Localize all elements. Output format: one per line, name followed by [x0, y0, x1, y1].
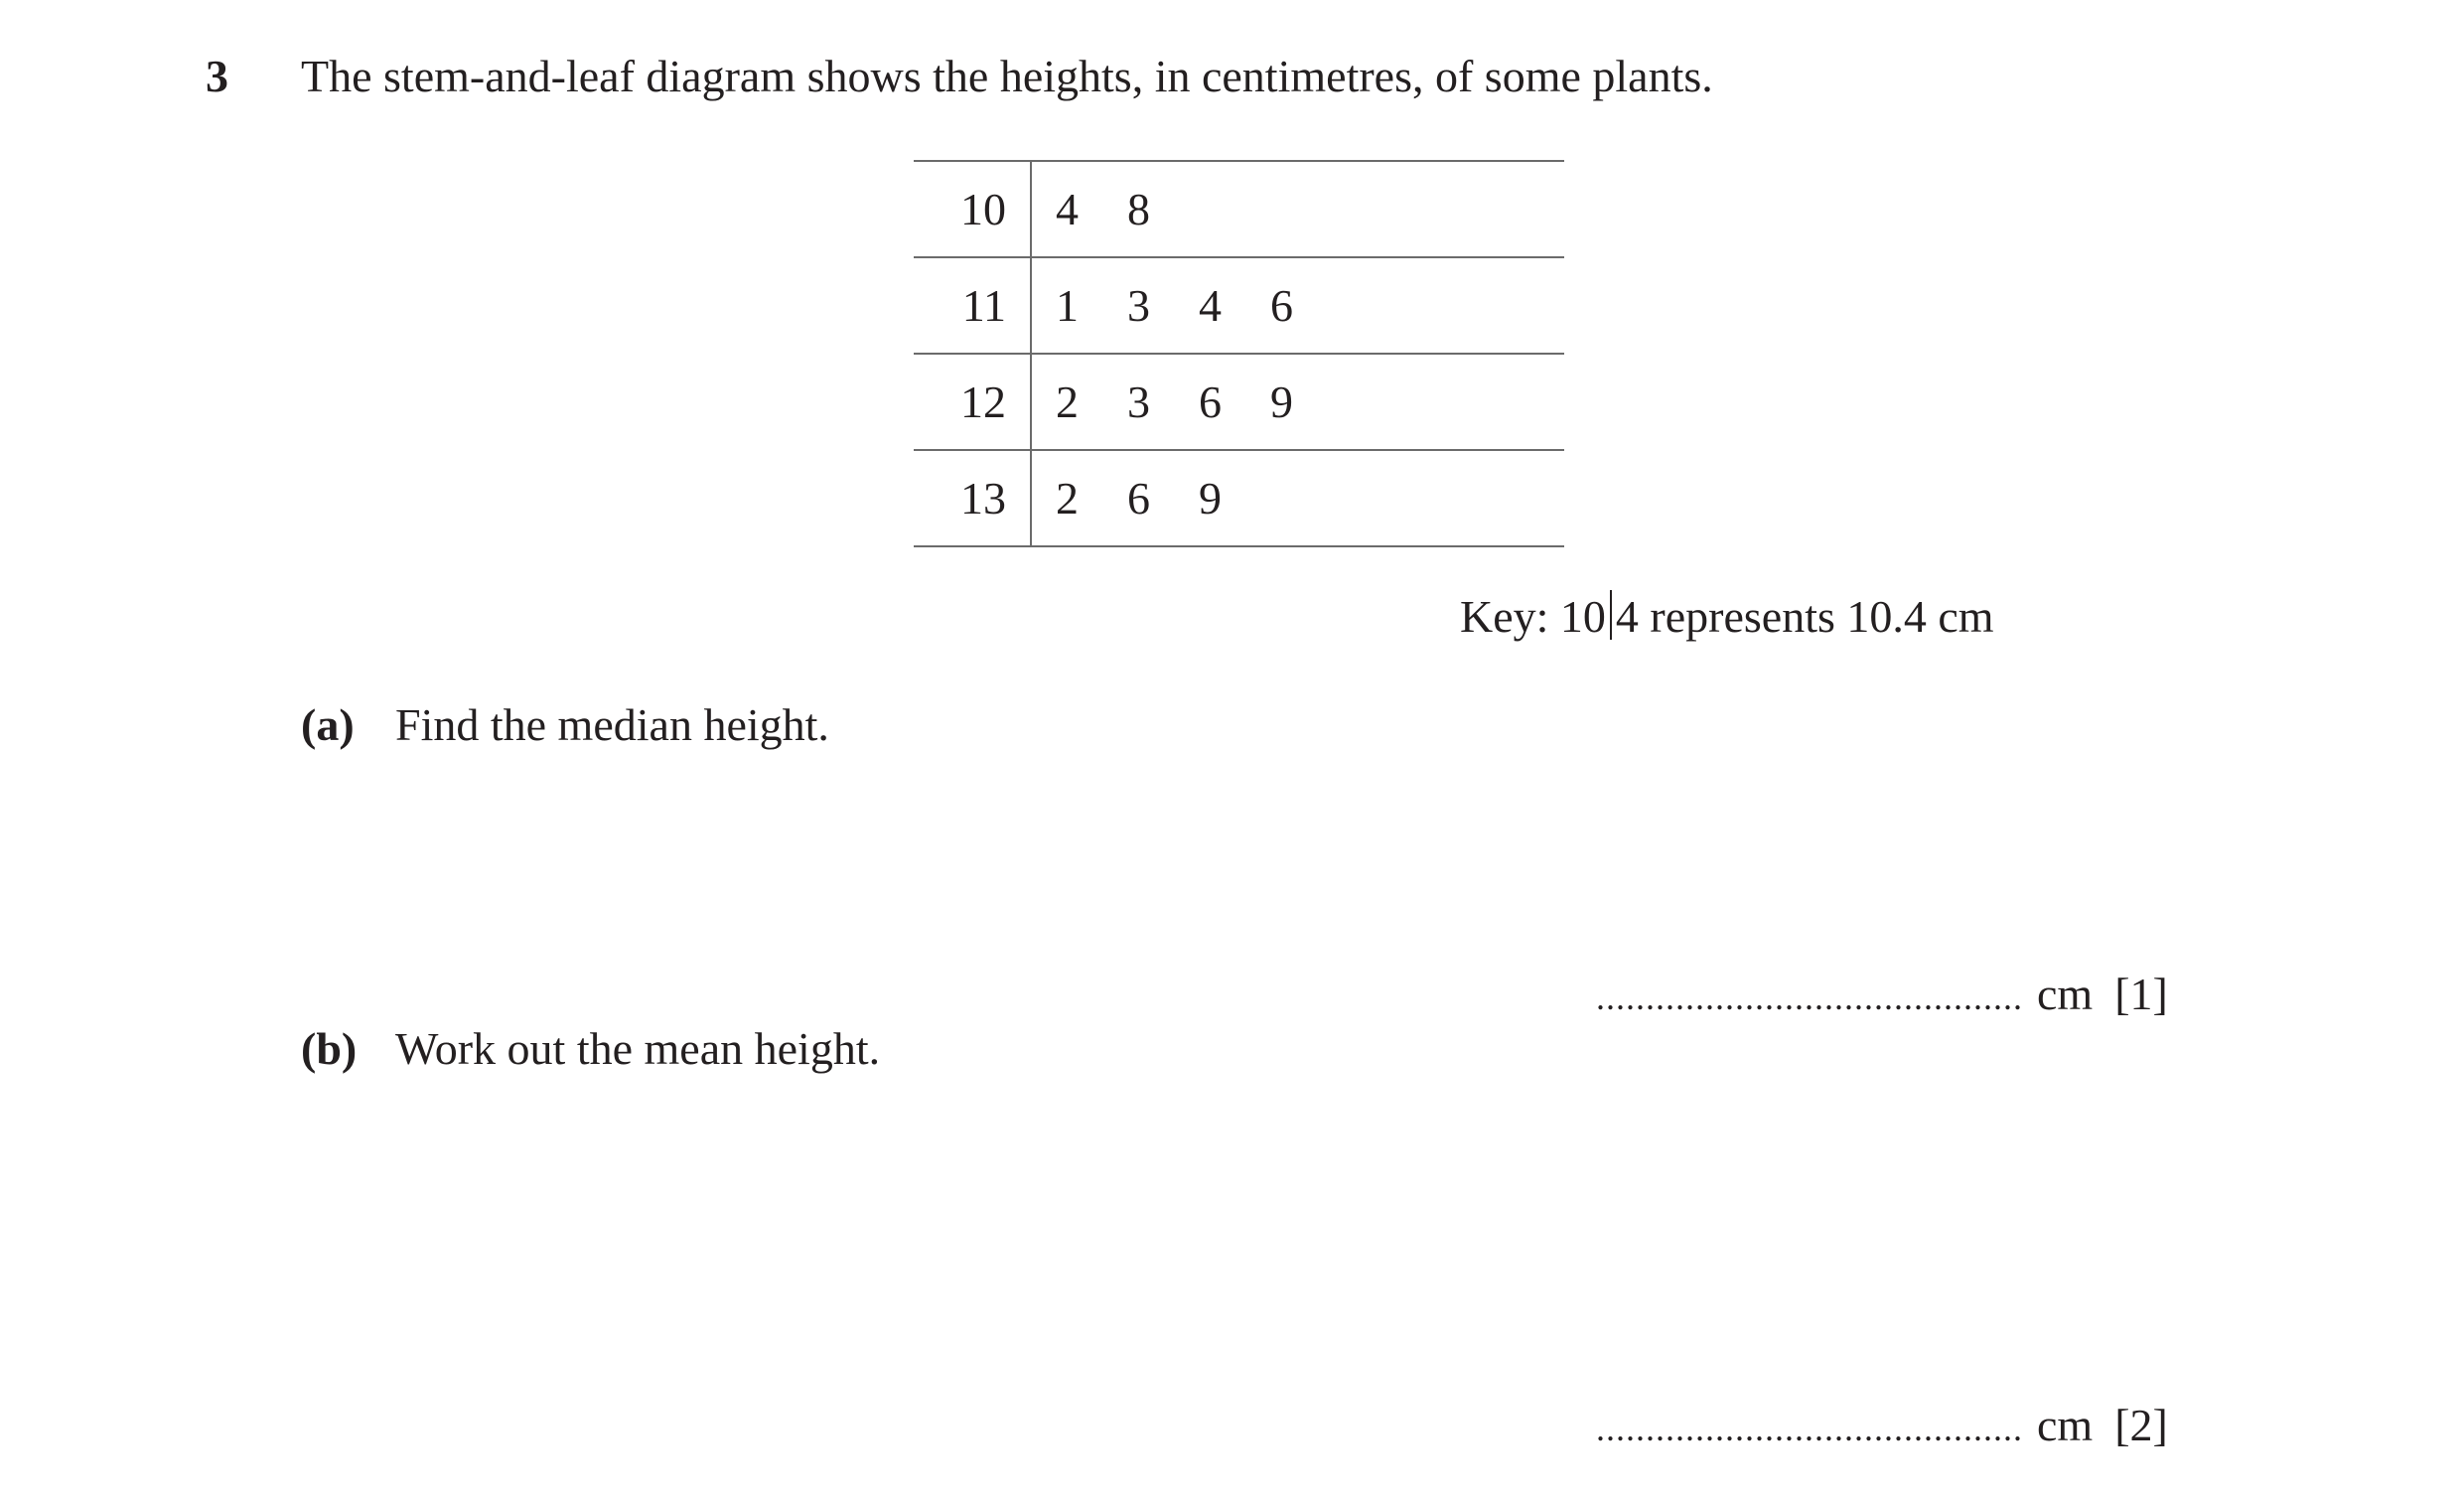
key-text: represents 10.4 cm: [1650, 591, 1994, 642]
key-stem: 10: [1559, 591, 1606, 642]
part-b-label: (b): [301, 1023, 358, 1074]
question-intro: The stem-and-leaf diagram shows the heights, in centimetres, of some plants.: [301, 51, 1713, 101]
key-divider: [1610, 590, 1612, 640]
leaf: 9: [1270, 376, 1293, 427]
leaf: 2: [1056, 376, 1079, 427]
key-prefix: Key:: [1460, 591, 1549, 642]
leaf: 8: [1127, 184, 1150, 234]
leaves: [1031, 257, 1564, 354]
key-leaf: 4: [1615, 591, 1639, 642]
part-b-answer-line[interactable]: [1596, 1393, 2168, 1461]
part-a-question: Find the median height.: [395, 699, 829, 750]
leaf: 9: [1199, 473, 1222, 524]
leaves: [1031, 450, 1564, 546]
stem-and-leaf-diagram: [914, 160, 1564, 547]
leaf: 6: [1127, 473, 1150, 524]
stem-leaf-row: [914, 450, 1564, 546]
stem: 10: [914, 161, 1031, 257]
stem: 13: [914, 450, 1031, 546]
marks-allocation: [1]: [2114, 969, 2168, 1019]
leaf: 2: [1056, 473, 1079, 524]
marks-allocation: [2]: [2114, 1400, 2168, 1450]
answer-dots[interactable]: ...........................................: [1596, 1409, 2023, 1448]
leaf: 3: [1127, 376, 1150, 427]
leaves: [1031, 161, 1564, 257]
stem-leaf-row: [914, 354, 1564, 450]
answer-unit: cm: [2037, 1400, 2094, 1450]
leaf: 4: [1056, 184, 1079, 234]
diagram-key: [1460, 584, 1994, 650]
leaf: 3: [1127, 280, 1150, 331]
leaf: 4: [1199, 280, 1222, 331]
leaves: [1031, 354, 1564, 450]
leaf: 1: [1056, 280, 1079, 331]
part-b-question: Work out the mean height.: [395, 1023, 881, 1074]
question-number: 3: [206, 51, 228, 101]
stem: 12: [914, 354, 1031, 450]
stem: 11: [914, 257, 1031, 354]
stem-leaf-row: [914, 257, 1564, 354]
part-a-answer-line[interactable]: [1596, 962, 2168, 1030]
part-a-label: (a): [301, 699, 355, 750]
stem-leaf-row: [914, 161, 1564, 257]
leaf: 6: [1199, 376, 1222, 427]
answer-unit: cm: [2037, 969, 2094, 1019]
leaf: 6: [1270, 280, 1293, 331]
answer-dots[interactable]: ...........................................: [1596, 977, 2023, 1017]
